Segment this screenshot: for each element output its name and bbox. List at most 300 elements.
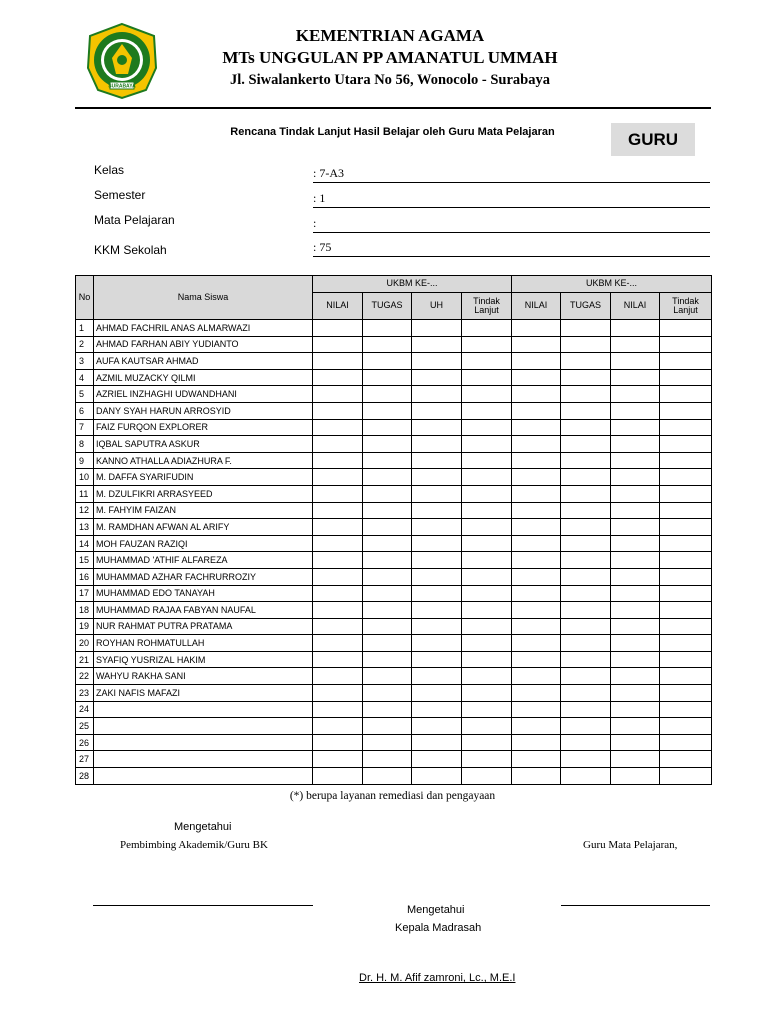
mata-pelajaran-field[interactable]: : [313, 216, 710, 233]
score-cell[interactable] [363, 353, 412, 370]
table-row [76, 618, 712, 635]
score-cell[interactable] [611, 734, 660, 751]
score-cell[interactable] [313, 502, 363, 519]
score-cell[interactable] [412, 685, 462, 702]
score-cell[interactable] [561, 320, 611, 337]
score-cell[interactable] [660, 452, 712, 469]
score-cell[interactable] [363, 552, 412, 569]
score-cell[interactable] [611, 552, 660, 569]
student-name: MUHAMMAD 'ATHIF ALFAREZA [94, 552, 313, 569]
score-cell[interactable] [363, 718, 412, 735]
kkm-label: KKM Sekolah [94, 243, 167, 257]
score-cell[interactable] [512, 386, 561, 403]
score-cell[interactable] [462, 502, 512, 519]
score-cell[interactable] [462, 452, 512, 469]
score-cell[interactable] [363, 402, 412, 419]
student-name: NUR RAHMAT PUTRA PRATAMA [94, 618, 313, 635]
score-cell[interactable] [512, 452, 561, 469]
score-cell[interactable] [363, 436, 412, 453]
score-cell[interactable] [512, 485, 561, 502]
score-cell[interactable] [660, 336, 712, 353]
score-cell[interactable] [412, 436, 462, 453]
score-cell[interactable] [412, 452, 462, 469]
table-row [76, 651, 712, 668]
score-cell[interactable] [512, 469, 561, 486]
score-cell[interactable] [462, 369, 512, 386]
score-cell[interactable] [313, 336, 363, 353]
score-cell[interactable] [462, 734, 512, 751]
score-cell[interactable] [512, 618, 561, 635]
student-name: WAHYU RAKHA SANI [94, 668, 313, 685]
student-name: MUHAMMAD RAJAA FABYAN NAUFAL [94, 602, 313, 619]
student-name: M. FAHYIM FAIZAN [94, 502, 313, 519]
center-sign-role: Kepala Madrasah [395, 922, 482, 934]
row-number: 6 [76, 402, 94, 419]
score-cell[interactable] [462, 602, 512, 619]
score-cell[interactable] [611, 602, 660, 619]
score-cell[interactable] [313, 635, 363, 652]
score-cell[interactable] [561, 685, 611, 702]
score-cell[interactable] [611, 386, 660, 403]
score-cell[interactable] [412, 585, 462, 602]
score-cell[interactable] [313, 369, 363, 386]
score-cell[interactable] [412, 320, 462, 337]
score-cell[interactable] [660, 651, 712, 668]
score-cell[interactable] [363, 685, 412, 702]
score-cell[interactable] [462, 718, 512, 735]
score-cell[interactable] [313, 535, 363, 552]
score-cell[interactable] [313, 701, 363, 718]
kelas-field[interactable]: : 7-A3 [313, 166, 710, 183]
row-number: 14 [76, 535, 94, 552]
score-cell[interactable] [512, 668, 561, 685]
score-cell[interactable] [561, 701, 611, 718]
score-cell[interactable] [561, 436, 611, 453]
table-row [76, 585, 712, 602]
table-row [76, 469, 712, 486]
score-cell[interactable] [611, 535, 660, 552]
score-cell[interactable] [363, 618, 412, 635]
student-name: MOH FAUZAN RAZIQI [94, 535, 313, 552]
score-cell[interactable] [660, 635, 712, 652]
row-number: 26 [76, 734, 94, 751]
table-row [76, 734, 712, 751]
score-cell[interactable] [412, 734, 462, 751]
score-cell[interactable] [363, 502, 412, 519]
score-cell[interactable] [313, 552, 363, 569]
score-cell[interactable] [363, 535, 412, 552]
score-cell[interactable] [363, 602, 412, 619]
score-cell[interactable] [412, 353, 462, 370]
score-cell[interactable] [313, 568, 363, 585]
mata-pelajaran-label: Mata Pelajaran [94, 213, 175, 227]
row-number: 24 [76, 701, 94, 718]
score-cell[interactable] [611, 502, 660, 519]
score-cell[interactable] [412, 469, 462, 486]
score-cell[interactable] [611, 436, 660, 453]
score-cell[interactable] [512, 436, 561, 453]
score-cell[interactable] [462, 751, 512, 768]
score-cell[interactable] [462, 618, 512, 635]
score-cell[interactable] [660, 734, 712, 751]
score-cell[interactable] [660, 585, 712, 602]
score-cell[interactable] [611, 585, 660, 602]
score-cell[interactable] [512, 502, 561, 519]
score-cell[interactable] [611, 369, 660, 386]
score-cell[interactable] [611, 568, 660, 585]
score-cell[interactable] [462, 768, 512, 785]
score-cell[interactable] [412, 668, 462, 685]
score-cell[interactable] [313, 602, 363, 619]
score-cell[interactable] [561, 386, 611, 403]
score-cell[interactable] [313, 768, 363, 785]
score-cell[interactable] [561, 485, 611, 502]
no-header: No [76, 276, 94, 320]
score-cell[interactable] [660, 353, 712, 370]
score-cell[interactable] [363, 469, 412, 486]
score-cell[interactable] [660, 768, 712, 785]
score-cell[interactable] [561, 502, 611, 519]
score-cell[interactable] [313, 419, 363, 436]
score-cell[interactable] [660, 469, 712, 486]
score-cell[interactable] [660, 369, 712, 386]
table-row [76, 535, 712, 552]
score-cell[interactable] [313, 402, 363, 419]
header-ministry: KEMENTRIAN AGAMA [295, 26, 485, 45]
score-cell[interactable] [462, 436, 512, 453]
table-row [76, 402, 712, 419]
table-row [76, 668, 712, 685]
score-cell[interactable] [561, 768, 611, 785]
score-cell[interactable] [412, 419, 462, 436]
score-cell[interactable] [412, 651, 462, 668]
score-cell[interactable] [561, 602, 611, 619]
score-cell[interactable] [412, 402, 462, 419]
score-cell[interactable] [512, 651, 561, 668]
score-cell[interactable] [611, 718, 660, 735]
score-cell[interactable] [660, 320, 712, 337]
score-cell[interactable] [462, 535, 512, 552]
score-cell[interactable] [412, 718, 462, 735]
row-number: 23 [76, 685, 94, 702]
score-cell[interactable] [363, 701, 412, 718]
table-row [76, 751, 712, 768]
score-cell[interactable] [611, 701, 660, 718]
score-cell[interactable] [313, 519, 363, 536]
kkm-field[interactable]: : 75 [313, 240, 710, 257]
student-name: M. DZULFIKRI ARRASYEED [94, 485, 313, 502]
score-cell[interactable] [660, 618, 712, 635]
score-cell[interactable] [412, 768, 462, 785]
col-header: NILAI [611, 293, 660, 320]
score-cell[interactable] [462, 585, 512, 602]
score-cell[interactable] [512, 685, 561, 702]
score-cell[interactable] [611, 635, 660, 652]
score-cell[interactable] [412, 635, 462, 652]
score-cell[interactable] [611, 485, 660, 502]
student-name: MUHAMMAD EDO TANAYAH [94, 585, 313, 602]
student-name: AHMAD FARHAN ABIY YUDIANTO [94, 336, 313, 353]
score-cell[interactable] [512, 320, 561, 337]
score-cell[interactable] [561, 651, 611, 668]
score-cell[interactable] [611, 452, 660, 469]
score-cell[interactable] [512, 718, 561, 735]
score-cell[interactable] [660, 419, 712, 436]
score-cell[interactable] [412, 519, 462, 536]
name-header: Nama Siswa [94, 276, 313, 320]
score-cell[interactable] [412, 618, 462, 635]
row-number: 10 [76, 469, 94, 486]
score-cell[interactable] [313, 353, 363, 370]
score-cell[interactable] [462, 336, 512, 353]
student-name [94, 701, 313, 718]
score-cell[interactable] [561, 336, 611, 353]
score-cell[interactable] [363, 369, 412, 386]
principal-name: Dr. H. M. Afif zamroni, Lc., M.E.I [359, 972, 516, 984]
score-cell[interactable] [363, 452, 412, 469]
score-cell[interactable] [561, 718, 611, 735]
score-cell[interactable] [611, 668, 660, 685]
score-cell[interactable] [462, 353, 512, 370]
score-cell[interactable] [412, 336, 462, 353]
col-header: Tindak Lanjut [660, 293, 712, 320]
score-cell[interactable] [660, 502, 712, 519]
score-cell[interactable] [412, 568, 462, 585]
score-cell[interactable] [313, 386, 363, 403]
table-row [76, 519, 712, 536]
score-cell[interactable] [512, 419, 561, 436]
student-name: ROYHAN ROHMATULLAH [94, 635, 313, 652]
row-number: 11 [76, 485, 94, 502]
score-cell[interactable] [561, 568, 611, 585]
score-cell[interactable] [462, 419, 512, 436]
score-cell[interactable] [611, 353, 660, 370]
table-row [76, 718, 712, 735]
score-cell[interactable] [660, 535, 712, 552]
score-cell[interactable] [611, 519, 660, 536]
score-cell[interactable] [660, 718, 712, 735]
table-row [76, 485, 712, 502]
score-cell[interactable] [462, 685, 512, 702]
semester-field[interactable]: : 1 [313, 191, 710, 208]
score-cell[interactable] [611, 469, 660, 486]
row-number: 3 [76, 353, 94, 370]
score-cell[interactable] [313, 685, 363, 702]
score-cell[interactable] [611, 685, 660, 702]
score-cell[interactable] [611, 320, 660, 337]
score-cell[interactable] [561, 635, 611, 652]
table-row [76, 502, 712, 519]
table-row [76, 701, 712, 718]
score-cell[interactable] [462, 320, 512, 337]
left-sign-title: Mengetahui [174, 821, 232, 833]
student-name: ZAKI NAFIS MAFAZI [94, 685, 313, 702]
score-cell[interactable] [660, 436, 712, 453]
score-cell[interactable] [412, 751, 462, 768]
score-cell[interactable] [512, 552, 561, 569]
student-name [94, 751, 313, 768]
score-cell[interactable] [313, 436, 363, 453]
score-cell[interactable] [363, 585, 412, 602]
score-cell[interactable] [561, 469, 611, 486]
score-cell[interactable] [412, 602, 462, 619]
score-cell[interactable] [313, 618, 363, 635]
score-cell[interactable] [363, 651, 412, 668]
score-cell[interactable] [412, 502, 462, 519]
left-sign-role: Pembimbing Akademik/Guru BK [120, 839, 268, 851]
score-cell[interactable] [313, 651, 363, 668]
score-cell[interactable] [412, 552, 462, 569]
svg-text:SURABAYA: SURABAYA [108, 83, 136, 90]
score-cell[interactable] [660, 751, 712, 768]
col-header: UH [412, 293, 462, 320]
score-cell[interactable] [313, 452, 363, 469]
score-cell[interactable] [313, 469, 363, 486]
score-cell[interactable] [412, 386, 462, 403]
score-cell[interactable] [512, 635, 561, 652]
score-cell[interactable] [561, 519, 611, 536]
score-cell[interactable] [512, 336, 561, 353]
score-cell[interactable] [512, 535, 561, 552]
score-cell[interactable] [512, 585, 561, 602]
score-cell[interactable] [561, 402, 611, 419]
score-cell[interactable] [313, 734, 363, 751]
score-cell[interactable] [363, 668, 412, 685]
score-cell[interactable] [561, 369, 611, 386]
score-cell[interactable] [462, 668, 512, 685]
score-cell[interactable] [462, 402, 512, 419]
score-cell[interactable] [660, 701, 712, 718]
score-cell[interactable] [363, 485, 412, 502]
row-number: 5 [76, 386, 94, 403]
score-cell[interactable] [462, 485, 512, 502]
student-name [94, 734, 313, 751]
score-cell[interactable] [561, 353, 611, 370]
score-cell[interactable] [660, 519, 712, 536]
score-cell[interactable] [462, 635, 512, 652]
score-cell[interactable] [660, 386, 712, 403]
score-cell[interactable] [561, 535, 611, 552]
score-cell[interactable] [660, 552, 712, 569]
table-row [76, 369, 712, 386]
row-number: 2 [76, 336, 94, 353]
score-cell[interactable] [561, 585, 611, 602]
row-number: 1 [76, 320, 94, 337]
score-cell[interactable] [462, 568, 512, 585]
score-cell[interactable] [363, 320, 412, 337]
score-cell[interactable] [363, 751, 412, 768]
score-cell[interactable] [660, 685, 712, 702]
score-cell[interactable] [561, 452, 611, 469]
score-cell[interactable] [363, 635, 412, 652]
score-cell[interactable] [313, 668, 363, 685]
score-cell[interactable] [660, 568, 712, 585]
score-cell[interactable] [512, 734, 561, 751]
score-cell[interactable] [611, 336, 660, 353]
score-cell[interactable] [313, 585, 363, 602]
score-cell[interactable] [363, 568, 412, 585]
score-cell[interactable] [363, 386, 412, 403]
score-cell[interactable] [313, 751, 363, 768]
score-cell[interactable] [561, 618, 611, 635]
score-cell[interactable] [363, 519, 412, 536]
score-cell[interactable] [412, 701, 462, 718]
score-cell[interactable] [512, 353, 561, 370]
student-name: AUFA KAUTSAR AHMAD [94, 353, 313, 370]
score-cell[interactable] [512, 602, 561, 619]
score-cell[interactable] [512, 701, 561, 718]
score-cell[interactable] [561, 751, 611, 768]
score-cell[interactable] [363, 336, 412, 353]
score-cell[interactable] [363, 768, 412, 785]
score-cell[interactable] [611, 751, 660, 768]
score-cell[interactable] [660, 602, 712, 619]
score-cell[interactable] [611, 402, 660, 419]
score-cell[interactable] [462, 519, 512, 536]
score-cell[interactable] [412, 535, 462, 552]
center-sign-title: Mengetahui [407, 904, 465, 916]
student-name: AHMAD FACHRIL ANAS ALMARWAZI [94, 320, 313, 337]
table-row [76, 336, 712, 353]
score-cell[interactable] [363, 419, 412, 436]
score-cell[interactable] [512, 369, 561, 386]
score-cell[interactable] [611, 618, 660, 635]
score-cell[interactable] [412, 369, 462, 386]
score-cell[interactable] [462, 552, 512, 569]
score-cell[interactable] [512, 568, 561, 585]
score-cell[interactable] [363, 734, 412, 751]
table-row [76, 386, 712, 403]
col-header: NILAI [512, 293, 561, 320]
score-cell[interactable] [561, 552, 611, 569]
score-cell[interactable] [412, 485, 462, 502]
score-cell[interactable] [611, 768, 660, 785]
row-number: 21 [76, 651, 94, 668]
score-cell[interactable] [313, 485, 363, 502]
table-row [76, 320, 712, 337]
score-cell[interactable] [512, 402, 561, 419]
row-number: 25 [76, 718, 94, 735]
score-cell[interactable] [512, 519, 561, 536]
header-address: Jl. Siwalankerto Utara No 56, Wonocolo - Surabaya [230, 72, 550, 88]
score-cell[interactable] [660, 485, 712, 502]
score-cell[interactable] [561, 419, 611, 436]
table-row [76, 602, 712, 619]
score-cell[interactable] [611, 651, 660, 668]
score-cell[interactable] [462, 469, 512, 486]
score-cell[interactable] [512, 751, 561, 768]
score-cell[interactable] [561, 734, 611, 751]
score-cell[interactable] [313, 718, 363, 735]
form-title: Rencana Tindak Lanjut Hasil Belajar oleh Guru Mata Pelajaran [230, 126, 555, 138]
kelas-label: Kelas [94, 163, 125, 177]
col-header: NILAI [313, 293, 363, 320]
row-number: 17 [76, 585, 94, 602]
table-row [76, 353, 712, 370]
score-cell[interactable] [462, 701, 512, 718]
score-cell[interactable] [660, 402, 712, 419]
table-row [76, 552, 712, 569]
score-cell[interactable] [611, 419, 660, 436]
student-name: SYAFIQ YUSRIZAL HAKIM [94, 651, 313, 668]
score-cell[interactable] [660, 668, 712, 685]
score-cell[interactable] [561, 668, 611, 685]
score-cell[interactable] [462, 651, 512, 668]
score-cell[interactable] [313, 320, 363, 337]
row-number: 18 [76, 602, 94, 619]
score-cell[interactable] [462, 386, 512, 403]
score-cell[interactable] [512, 768, 561, 785]
